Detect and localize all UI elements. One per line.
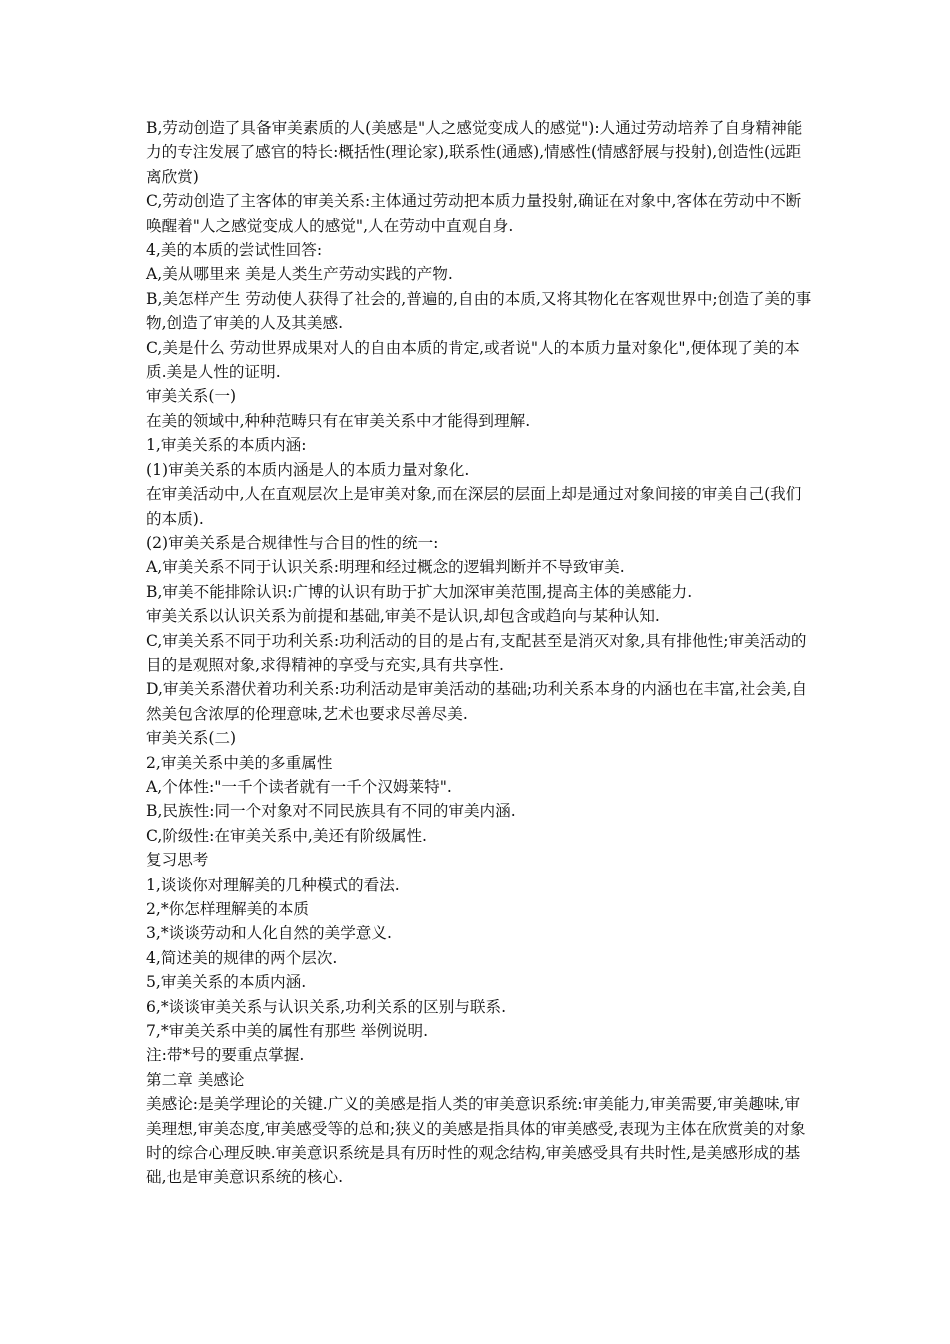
review-question-5: 5,审美关系的本质内涵. — [146, 973, 307, 992]
paragraph-essential-power-objectified: (1)审美关系的本质内涵是人的本质力量对象化. — [146, 460, 470, 479]
heading-multiple-attributes: 2,审美关系中美的多重属性 — [146, 753, 333, 772]
heading-essence-of-beauty-answer: 4,美的本质的尝试性回答: — [146, 241, 323, 260]
review-question-2: 2,*你怎样理解美的本质 — [146, 900, 310, 918]
heading-aesthetic-relation-1: 审美关系(一) — [146, 387, 237, 406]
paragraph-intuitive-level: 在审美活动中,人在直观层次上是审美对象,而在深层的层面上却是通过对象间接的审美自己(我们的本质). — [146, 485, 802, 528]
paragraph-cognition-as-premise: 审美关系以认识关系为前提和基础,审美不是认识,却包含或趋向与某种认知. — [146, 607, 660, 626]
review-question-6: 6,*谈谈审美关系与认识关系,功利关系的区别与联系. — [146, 997, 507, 1016]
heading-essential-connotation: 1,审美关系的本质内涵: — [146, 436, 307, 455]
review-question-4: 4,简述美的规律的两个层次. — [146, 948, 338, 967]
paragraph-categories-in-aesthetic-relation: 在美的领域中,种种范畴只有在审美关系中才能得到理解. — [146, 411, 531, 430]
chapter-2-title: 第二章 美感论 — [146, 1070, 245, 1089]
review-question-7: 7,*审美关系中美的属性有那些 举例说明. — [146, 1022, 429, 1041]
paragraph-labor-creates-aesthetic-person: B,劳动创造了具备审美素质的人(美感是"人之感觉变成人的感觉"):人通过劳动培养了自身精神能力的专注发展了感官的特长:概括性(理论家),联系性(通感),情感性(情感舒展与投射),创造性(远距离欣赏) — [146, 119, 803, 186]
paragraph-differs-from-cognition: A,审美关系不同于认识关系:明理和经过概念的逻辑判断并不导致审美. — [146, 558, 625, 577]
paragraph-individuality: A,个体性:"一千个读者就有一千个汉姆莱特". — [146, 777, 452, 796]
paragraph-nationality: B,民族性:同一个对象对不同民族具有不同的审美内涵. — [146, 802, 516, 821]
paragraph-labor-creates-subject-object-relation: C,劳动创造了主客体的审美关系:主体通过劳动把本质力量投射,确证在对象中,客体在劳动中不断唤醒着"人之感觉变成人的感觉",人在劳动中直观自身. — [146, 192, 802, 235]
heading-review-questions: 复习思考 — [146, 851, 209, 870]
paragraph-latent-utility: D,审美关系潜伏着功利关系:功利活动是审美活动的基础;功利关系本身的内涵也在丰富,社会美,自然美包含浓厚的伦理意味,艺术也要求尽善尽美. — [146, 680, 808, 723]
review-question-3: 3,*谈谈劳动和人化自然的美学意义. — [146, 924, 392, 943]
document-body — [146, 116, 812, 1190]
heading-unity-of-law-and-purpose: (2)审美关系是合规律性与合目的性的统一: — [146, 533, 439, 552]
review-note: 注:带*号的要重点掌握. — [146, 1046, 305, 1065]
heading-aesthetic-relation-2: 审美关系(二) — [146, 729, 237, 748]
paragraph-where-beauty-comes-from: A,美从哪里来 美是人类生产劳动实践的产物. — [146, 265, 453, 284]
review-question-1: 1,谈谈你对理解美的几种模式的看法. — [146, 875, 400, 894]
paragraph-aesthetic-sense-theory: 美感论:是美学理论的关键.广义的美感是指人类的审美意识系统:审美能力,审美需要,审美趣味,审美理想,审美态度,审美感受等的总和;狭义的美感是指具体的审美感受,表现为主体在欣赏美的对象时的综合心理反映.审美意识系统是具有历时性的观念结构,审美感受具有共时性,是美感形成的基础,也是审美意识系统的核心. — [146, 1095, 806, 1187]
paragraph-how-beauty-arises: B,美怎样产生 劳动使人获得了社会的,普遍的,自由的本质,又将其物化在客观世界中;创造了美的事物,创造了审美的人及其美感. — [146, 289, 812, 333]
paragraph-class-nature: C,阶级性:在审美关系中,美还有阶级属性. — [146, 826, 427, 845]
paragraph-cannot-exclude-cognition: B,审美不能排除认识:广博的认识有助于扩大加深审美范围,提高主体的美感能力. — [146, 582, 693, 601]
paragraph-what-beauty-is: C,美是什么 劳动世界成果对人的自由本质的肯定,或者说"人的本质力量对象化",便体现了美的本质.美是人性的证明. — [146, 338, 800, 382]
paragraph-differs-from-utility: C,审美关系不同于功利关系:功利活动的目的是占有,支配甚至是消灭对象,具有排他性;审美活动的目的是观照对象,求得精神的享受与充实,具有共享性. — [146, 631, 807, 674]
